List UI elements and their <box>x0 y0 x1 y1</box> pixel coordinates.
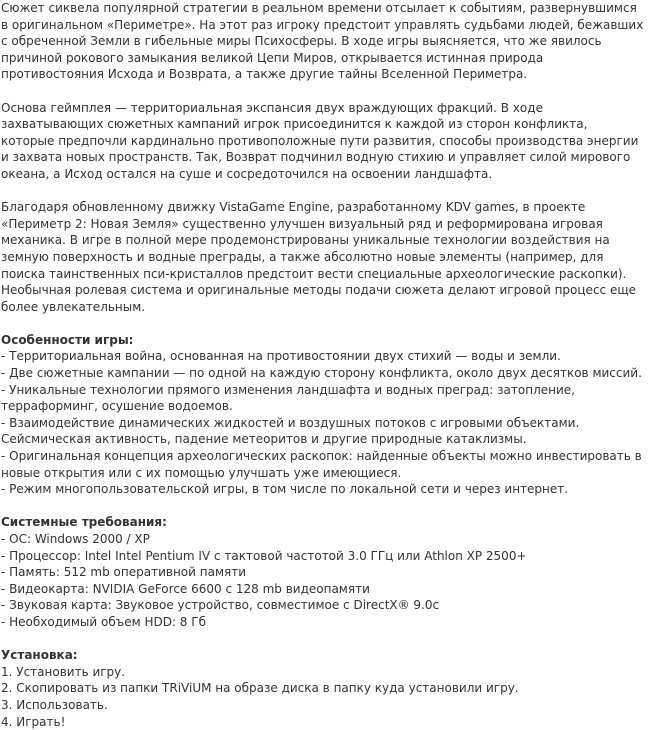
requirement-item: - Память: 512 mb оперативной памяти <box>1 565 247 580</box>
feature-item: - Оригинальная концепция археологических раскопок: найденные объекты можно инвестировать в новые открытия или с их помощью улучшать уже имеющиеся. <box>1 449 642 480</box>
features-section <box>1 332 644 498</box>
install-heading: Установка: <box>1 648 78 663</box>
install-step: 2. Скопировать из папки TRiViUM на образе диска в папку куда установили игру. <box>1 681 519 696</box>
feature-item: - Две сюжетные кампании — по одной на каждую сторону конфликта, около двух десятков миссий. <box>1 366 642 381</box>
feature-item: - Режим многопользовательской игры, в том числе по локальной сети и через интернет. <box>1 482 569 497</box>
requirement-item: - Процессор: Intel Intel Pentium IV с тактовой частотой 3.0 ГГц или Athlon XP 2500+ <box>1 548 527 563</box>
requirement-item: - ОС: Windows 2000 / XP <box>1 532 150 546</box>
feature-item: - Взаимодействие динамических жидкостей и воздушных потоков с игровыми объектами. Сейсмическая активность, падение метеоритов и другие природные катаклизмы. <box>1 415 580 447</box>
spacer <box>1 315 644 332</box>
features-heading: Особенности игры: <box>1 332 134 347</box>
intro-paragraph: Сюжет сиквела популярной стратегии в реальном времени отсылает к событиям, развернувшимся в оригинальном «Периметре». На этот раз игроку предстоит управлять судьбами людей, бежавших с обреченной Земли в гибельные миры Психосферы. В ходе игры выясняется, что же явилось причиной рокового замыкания великой Цепи Миров, открывается истинная природа противостояния Исхода и Возврата, а также другие тайны Вселенной Периметра. <box>1 1 644 82</box>
install-section <box>1 647 644 730</box>
install-step: 1. Установить игру. <box>1 664 126 679</box>
requirements-heading: Системные требования: <box>1 515 167 530</box>
spacer <box>1 631 644 648</box>
spacer <box>1 498 644 515</box>
requirement-item: - Необходимый объем HDD: 8 Гб <box>1 614 206 629</box>
requirement-item: - Видеокарта: NVIDIA GeForce 6600 с 128 mb видеопамяти <box>1 581 370 596</box>
spacer <box>1 183 644 200</box>
engine-paragraph: Благодаря обновленному движку VistaGame Engine, разработанному KDV games, в проекте «Периметр 2: Новая Земля» существенно улучшен визуальный ряд и реформирована игровая механика. В игре в полной мере продемонстрированы уникальные технологии воздействия на земную поверхность и водные преграды, а также абсолютно новые элементы (например, для поиска таинственных пси-кристаллов предстоит вести специальные археологические раскопки). Необычная ролевая система и оригинальные методы подачи сюжета делают игровой процесс еще более увлекательным. <box>1 200 637 314</box>
install-step: 3. Использовать. <box>1 697 108 712</box>
feature-item: - Уникальные технологии прямого изменения ландшафта и водных преград: затопление, терраформинг, осушение водоемов. <box>1 382 575 414</box>
requirements-section <box>1 514 644 630</box>
install-step: 4. Играть! <box>1 714 66 729</box>
gameplay-paragraph: Основа геймплея — территориальная экспансия двух враждующих фракций. В ходе захватывающих сюжетных кампаний игрок присоединится к каждой из сторон конфликта, которые предпочли кардинально противоположные пути развития, способы производства энергии и захвата новых пространств. Так, Возврат подчинил водную стихию и управляет силой мирового океана, а Исход остался на суше и сосредоточился на освоении ландшафта. <box>1 100 639 181</box>
spacer <box>1 83 644 100</box>
feature-item: - Территориальная война, основанная на противостоянии двух стихий — воды и земли. <box>1 349 561 364</box>
requirement-item: - Звуковая карта: Звуковое устройство, совместимое с DirectX® 9.0c <box>1 598 440 613</box>
